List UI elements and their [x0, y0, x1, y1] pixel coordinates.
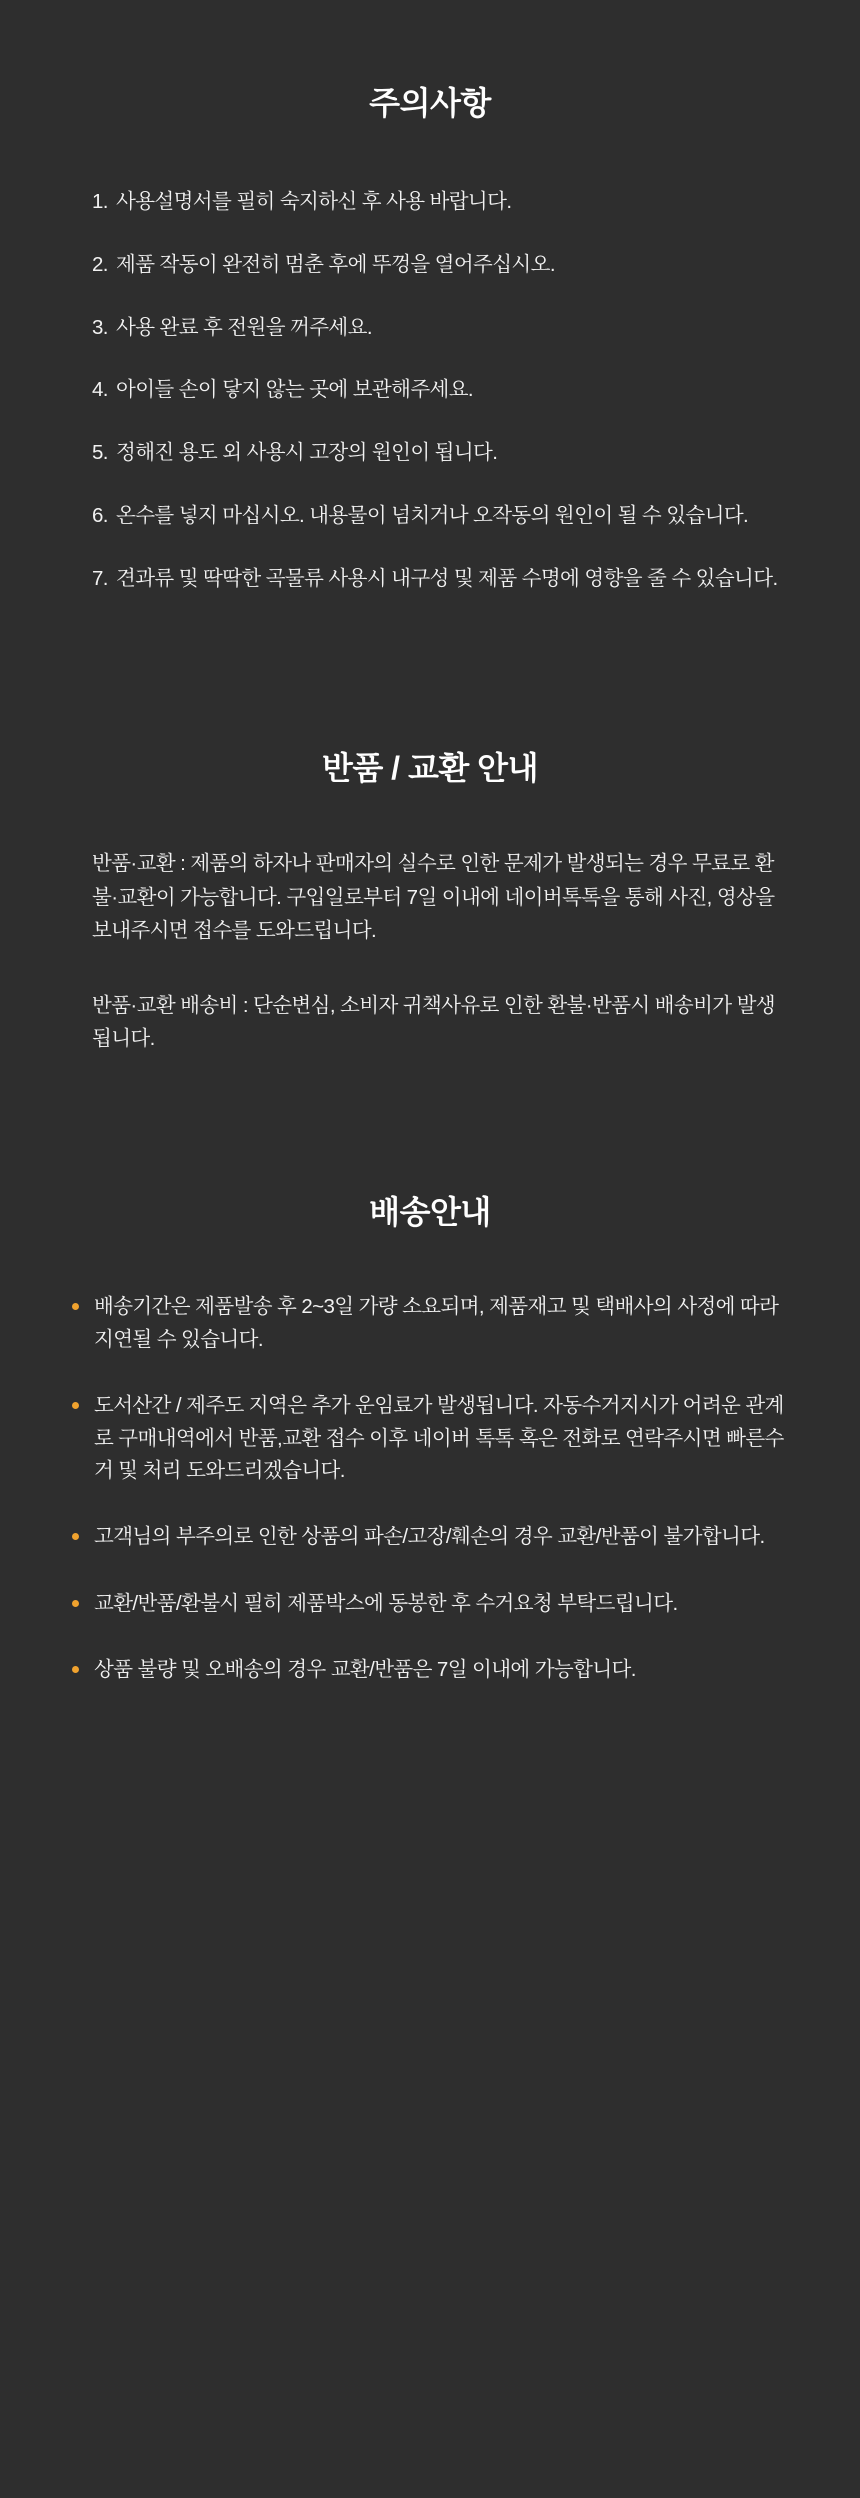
- list-item-number: 7.: [92, 566, 108, 590]
- notice-section: [0, 0, 860, 594]
- return-exchange-title: 반품 / 교환 안내: [321, 750, 539, 787]
- list-item-label: 견과류 및 딱딱한 곡물류 사용시 내구성 및 제품 수명에 영향을 줄 수 있습니다.: [116, 566, 778, 590]
- list-item: [92, 249, 790, 281]
- list-item-label: 아이들 손이 닿지 않는 곳에 보관해주세요.: [116, 378, 474, 402]
- list-item-number: 3.: [92, 315, 108, 339]
- list-item-label: 사용설명서를 필히 숙지하신 후 사용 바랍니다.: [116, 190, 512, 213]
- list-item-number: 2.: [92, 252, 108, 276]
- list-item: [92, 186, 790, 218]
- list-item: [68, 1654, 800, 1686]
- return-exchange-body: [0, 847, 860, 1055]
- list-item-number: 1.: [92, 190, 108, 213]
- list-item-label: 도서산간 / 제주도 지역은 추가 운임료가 발생됩니다. 자동수거지시가 어려운 관계로 구매내역에서 반품,교환 접수 이후 네이버 톡톡 혹은 전화로 연락주시면 빠른수거 및 처리 도와드리겠습니다.: [94, 1394, 784, 1482]
- list-item-label: 정해진 용도 외 사용시 고장의 원인이 됩니다.: [116, 441, 498, 465]
- list-item: [68, 1588, 800, 1620]
- list-item-label: 고객님의 부주의로 인한 상품의 파손/고장/훼손의 경우 교환/반품이 불가합니다.: [94, 1525, 765, 1549]
- bullet-dot-icon: [72, 1402, 79, 1409]
- list-item: [68, 1291, 800, 1356]
- bullet-dot-icon: [72, 1600, 79, 1607]
- list-item-label: 교환/반품/환불시 필히 제품박스에 동봉한 후 수거요청 부탁드립니다.: [94, 1591, 678, 1615]
- list-item: [92, 374, 790, 406]
- list-item-number: 5.: [92, 441, 108, 465]
- list-item: [68, 1521, 800, 1553]
- list-item: [92, 312, 790, 344]
- list-item: [92, 437, 790, 469]
- list-item-label: 온수를 넣지 마십시오. 내용물이 넘치거나 오작동의 원인이 될 수 있습니다.: [116, 503, 749, 527]
- list-item: [92, 563, 790, 595]
- return-exchange-section: [0, 625, 860, 1055]
- bullet-dot-icon: [72, 1303, 79, 1310]
- shipping-section: [0, 1055, 860, 1816]
- shipping-title: 배송안내: [369, 1194, 491, 1231]
- bullet-dot-icon: [72, 1666, 79, 1673]
- notice-title: 주의사항: [369, 85, 491, 121]
- return-exchange-paragraph: 반품·교환 배송비 : 단순변심, 소비자 귀책사유로 인한 환불·반품시 배송비가 발생됩니다.: [92, 993, 775, 1051]
- list-item-label: 배송기간은 제품발송 후 2~3일 가량 소요되며, 제품재고 및 택배사의 사정에 따라 지연될 수 있습니다.: [94, 1295, 779, 1351]
- list-item-number: 4.: [92, 378, 108, 402]
- bullet-dot-icon: [72, 1533, 79, 1540]
- list-item-label: 제품 작동이 완전히 멈춘 후에 뚜껑을 열어주십시오.: [116, 252, 555, 276]
- notice-list: [0, 186, 860, 594]
- list-item-label: 사용 완료 후 전원을 꺼주세요.: [116, 315, 372, 339]
- shipping-list: [0, 1291, 860, 1686]
- list-item-number: 6.: [92, 503, 108, 527]
- return-exchange-paragraph: 반품·교환 : 제품의 하자나 판매자의 실수로 인한 문제가 발생되는 경우 무료로 환불·교환이 가능합니다. 구입일로부터 7일 이내에 네이버톡톡을 통해 사진, 영상을 보내주시면 접수를 도와드립니다.: [92, 852, 775, 942]
- list-item: [68, 1390, 800, 1487]
- list-item-label: 상품 불량 및 오배송의 경우 교환/반품은 7일 이내에 가능합니다.: [94, 1658, 636, 1681]
- list-item: [92, 500, 790, 532]
